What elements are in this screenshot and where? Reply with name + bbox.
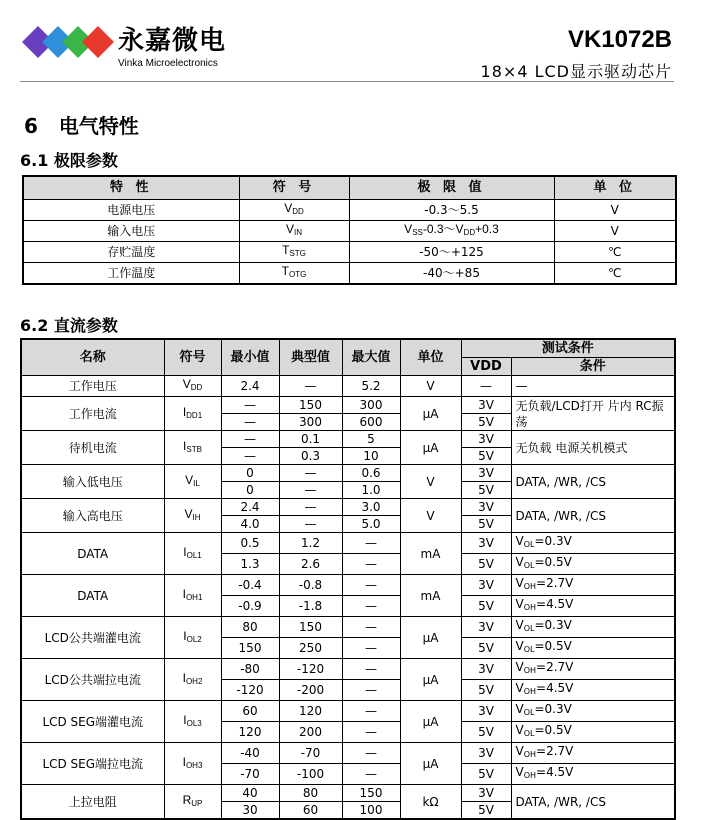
- param-max: —: [342, 554, 400, 575]
- param-min: —: [221, 431, 279, 448]
- param-min: 0: [221, 465, 279, 482]
- param-typ: -70: [279, 743, 342, 764]
- col-cond: 条件: [511, 358, 675, 376]
- param-name: LCD SEG端拉电流: [21, 743, 164, 785]
- param-name: LCD公共端拉电流: [21, 659, 164, 701]
- param-min: 0: [221, 482, 279, 499]
- param-cond: $V_{OL}=0.5V$: [511, 722, 675, 743]
- table-row: [21, 465, 675, 482]
- col-test: 测试条件: [461, 339, 675, 358]
- param-typ: —: [279, 376, 342, 397]
- table-row: [21, 575, 675, 596]
- param-vdd: 3V: [461, 701, 511, 722]
- param-min: -0.4: [221, 575, 279, 596]
- param-typ: —: [279, 465, 342, 482]
- param-name: LCD SEG端灌电流: [21, 701, 164, 743]
- param-vdd: 3V: [461, 465, 511, 482]
- table-row: [21, 376, 675, 397]
- param-typ: 250: [279, 638, 342, 659]
- table-row: [21, 499, 675, 516]
- param-cond: $V_{OH}=4.5V$: [511, 596, 675, 617]
- param-max: —: [342, 722, 400, 743]
- param-cond: 无负载 电源关机模式: [511, 431, 675, 465]
- param-max: 100: [342, 802, 400, 820]
- table-cell: -40～+85: [349, 263, 554, 285]
- param-max: 5.0: [342, 516, 400, 533]
- param-cond: DATA, /WR, /CS: [511, 499, 675, 533]
- param-vdd: 5V: [461, 516, 511, 533]
- param-unit: mA: [400, 575, 461, 617]
- param-vdd: 5V: [461, 764, 511, 785]
- table-cell: V: [554, 200, 676, 221]
- abs-max-header-2: 极 限 值: [349, 176, 554, 200]
- col-max: 最大值: [342, 339, 400, 376]
- param-name: 输入低电压: [21, 465, 164, 499]
- abs-max-header-0: 特 性: [23, 176, 239, 200]
- param-min: —: [221, 414, 279, 431]
- param-max: 10: [342, 448, 400, 465]
- param-unit: V: [400, 499, 461, 533]
- param-symbol: $I_{OH3}$: [164, 743, 221, 785]
- param-min: -70: [221, 764, 279, 785]
- param-max: 300: [342, 397, 400, 414]
- param-min: 40: [221, 785, 279, 802]
- param-typ: 60: [279, 802, 342, 820]
- param-typ: 80: [279, 785, 342, 802]
- table-cell: V: [554, 221, 676, 242]
- table-cell: 存贮温度: [23, 242, 239, 263]
- param-vdd: 5V: [461, 638, 511, 659]
- param-typ: -100: [279, 764, 342, 785]
- param-unit: μA: [400, 701, 461, 743]
- param-vdd: 5V: [461, 722, 511, 743]
- param-vdd: 3V: [461, 431, 511, 448]
- param-vdd: 3V: [461, 575, 511, 596]
- col-typ: 典型值: [279, 339, 342, 376]
- param-cond: $V_{OL}=0.5V$: [511, 638, 675, 659]
- param-unit: μA: [400, 659, 461, 701]
- param-typ: 2.6: [279, 554, 342, 575]
- param-min: 2.4: [221, 376, 279, 397]
- param-cond: $V_{OL}=0.3V$: [511, 617, 675, 638]
- param-unit: μA: [400, 431, 461, 465]
- param-symbol: $I_{OL1}$: [164, 533, 221, 575]
- param-unit: V: [400, 465, 461, 499]
- param-max: 5: [342, 431, 400, 448]
- table-cell: $V_{DD}$: [239, 200, 349, 221]
- param-typ: 300: [279, 414, 342, 431]
- table-cell: 工作温度: [23, 263, 239, 285]
- param-cond: $V_{OH}=2.7V$: [511, 659, 675, 680]
- param-min: -0.9: [221, 596, 279, 617]
- table-cell: 输入电压: [23, 221, 239, 242]
- param-cond: $V_{OH}=2.7V$: [511, 575, 675, 596]
- table-row: [21, 659, 675, 680]
- param-typ: 0.3: [279, 448, 342, 465]
- param-symbol: $V_{IL}$: [164, 465, 221, 499]
- table-row: [21, 617, 675, 638]
- table-row: [23, 221, 676, 242]
- param-name: 上拉电阻: [21, 785, 164, 820]
- table-row: [21, 431, 675, 448]
- param-cond: —: [511, 376, 675, 397]
- param-max: —: [342, 680, 400, 701]
- param-max: 0.6: [342, 465, 400, 482]
- param-min: -40: [221, 743, 279, 764]
- param-typ: 0.1: [279, 431, 342, 448]
- param-typ: 200: [279, 722, 342, 743]
- param-symbol: $I_{DD1}$: [164, 397, 221, 431]
- param-min: 2.4: [221, 499, 279, 516]
- param-max: 1.0: [342, 482, 400, 499]
- section-heading: [24, 110, 139, 139]
- param-typ: 120: [279, 701, 342, 722]
- param-symbol: $I_{OH1}$: [164, 575, 221, 617]
- param-typ: -120: [279, 659, 342, 680]
- param-name: 工作电压: [21, 376, 164, 397]
- abs-max-title: 6.1 极限参数: [20, 151, 118, 170]
- param-typ: -0.8: [279, 575, 342, 596]
- brand-name: 永嘉微电: [118, 26, 227, 56]
- param-max: 150: [342, 785, 400, 802]
- table-row: [21, 701, 675, 722]
- table-row: [23, 263, 676, 285]
- col-unit: 单位: [400, 339, 461, 376]
- param-min: 60: [221, 701, 279, 722]
- param-min: —: [221, 397, 279, 414]
- param-vdd: 5V: [461, 596, 511, 617]
- company-logo: [22, 24, 114, 60]
- param-vdd: 3V: [461, 659, 511, 680]
- param-vdd: 5V: [461, 482, 511, 499]
- param-max: —: [342, 617, 400, 638]
- param-vdd: 3V: [461, 499, 511, 516]
- model-number: VK1072B: [567, 26, 672, 53]
- param-vdd: 3V: [461, 397, 511, 414]
- param-unit: V: [400, 376, 461, 397]
- param-min: 30: [221, 802, 279, 820]
- table-cell: ℃: [554, 263, 676, 285]
- param-symbol: $V_{DD}$: [164, 376, 221, 397]
- param-unit: kΩ: [400, 785, 461, 820]
- param-name: DATA: [21, 575, 164, 617]
- dc-table: [20, 338, 676, 820]
- param-min: 150: [221, 638, 279, 659]
- abs-max-header-3: 单 位: [554, 176, 676, 200]
- param-cond: $V_{OH}=4.5V$: [511, 764, 675, 785]
- param-typ: 1.2: [279, 533, 342, 554]
- param-max: —: [342, 701, 400, 722]
- param-cond: $V_{OL}=0.3V$: [511, 533, 675, 554]
- col-vdd: VDD: [461, 358, 511, 376]
- param-cond: $V_{OL}=0.5V$: [511, 554, 675, 575]
- param-min: 1.3: [221, 554, 279, 575]
- table-cell: $V_{SS}-0.3\sim V_{DD}+0.3$: [349, 221, 554, 242]
- param-cond: $V_{OL}=0.3V$: [511, 701, 675, 722]
- table-row: [23, 200, 676, 221]
- param-typ: 150: [279, 397, 342, 414]
- table-row: [21, 533, 675, 554]
- param-vdd: —: [461, 376, 511, 397]
- param-unit: μA: [400, 617, 461, 659]
- table-cell: -0.3～5.5: [349, 200, 554, 221]
- param-min: -120: [221, 680, 279, 701]
- brand-english: Vinka Microelectronics: [118, 58, 218, 69]
- table-row: [21, 785, 675, 802]
- abs-max-header-1: 符 号: [239, 176, 349, 200]
- param-unit: μA: [400, 743, 461, 785]
- param-vdd: 5V: [461, 554, 511, 575]
- param-symbol: $I_{OL2}$: [164, 617, 221, 659]
- param-max: —: [342, 743, 400, 764]
- abs-max-table: [22, 175, 677, 285]
- param-name: 输入高电压: [21, 499, 164, 533]
- param-name: DATA: [21, 533, 164, 575]
- param-min: 4.0: [221, 516, 279, 533]
- col-symbol: 符号: [164, 339, 221, 376]
- param-max: —: [342, 575, 400, 596]
- param-name: LCD公共端灌电流: [21, 617, 164, 659]
- param-cond: DATA, /WR, /CS: [511, 465, 675, 499]
- table-row: [21, 397, 675, 414]
- param-max: 5.2: [342, 376, 400, 397]
- param-vdd: 5V: [461, 680, 511, 701]
- param-cond: $V_{OH}=2.7V$: [511, 743, 675, 764]
- param-min: -80: [221, 659, 279, 680]
- param-symbol: $I_{STB}$: [164, 431, 221, 465]
- col-name: 名称: [21, 339, 164, 376]
- table-cell: $T_{OTG}$: [239, 263, 349, 285]
- param-max: 3.0: [342, 499, 400, 516]
- header-divider: [20, 81, 674, 82]
- param-vdd: 3V: [461, 785, 511, 802]
- param-cond: 无负载/LCD打开 片内 RC振荡: [511, 397, 675, 431]
- param-unit: mA: [400, 533, 461, 575]
- table-cell: -50～+125: [349, 242, 554, 263]
- table-cell: $T_{STG}$: [239, 242, 349, 263]
- param-max: —: [342, 533, 400, 554]
- param-symbol: $I_{OL3}$: [164, 701, 221, 743]
- param-typ: —: [279, 482, 342, 499]
- param-symbol: $R_{UP}$: [164, 785, 221, 820]
- table-cell: ℃: [554, 242, 676, 263]
- param-min: 80: [221, 617, 279, 638]
- param-typ: —: [279, 499, 342, 516]
- param-name: 待机电流: [21, 431, 164, 465]
- param-cond: DATA, /WR, /CS: [511, 785, 675, 820]
- param-typ: —: [279, 516, 342, 533]
- param-max: 600: [342, 414, 400, 431]
- param-typ: -200: [279, 680, 342, 701]
- param-vdd: 3V: [461, 533, 511, 554]
- dc-title: 6.2 直流参数: [20, 316, 118, 335]
- param-symbol: $V_{IH}$: [164, 499, 221, 533]
- param-max: —: [342, 659, 400, 680]
- param-name: 工作电流: [21, 397, 164, 431]
- param-vdd: 5V: [461, 802, 511, 820]
- param-max: —: [342, 638, 400, 659]
- table-row: [23, 242, 676, 263]
- param-vdd: 5V: [461, 414, 511, 431]
- table-cell: 电源电压: [23, 200, 239, 221]
- table-row: [21, 743, 675, 764]
- param-symbol: $I_{OH2}$: [164, 659, 221, 701]
- abs-max-header-row: [23, 176, 676, 200]
- param-typ: 150: [279, 617, 342, 638]
- col-min: 最小值: [221, 339, 279, 376]
- section-title: 电气特性: [58, 114, 139, 138]
- section-number: 6: [24, 114, 38, 138]
- param-min: 120: [221, 722, 279, 743]
- param-typ: -1.8: [279, 596, 342, 617]
- param-min: —: [221, 448, 279, 465]
- param-cond: $V_{OH}=4.5V$: [511, 680, 675, 701]
- param-unit: μA: [400, 397, 461, 431]
- param-max: —: [342, 596, 400, 617]
- param-vdd: 3V: [461, 617, 511, 638]
- param-vdd: 5V: [461, 448, 511, 465]
- param-max: —: [342, 764, 400, 785]
- param-min: 0.5: [221, 533, 279, 554]
- doc-subtitle: 18×4 LCD显示驱动芯片: [480, 62, 672, 81]
- table-cell: $V_{IN}$: [239, 221, 349, 242]
- param-vdd: 3V: [461, 743, 511, 764]
